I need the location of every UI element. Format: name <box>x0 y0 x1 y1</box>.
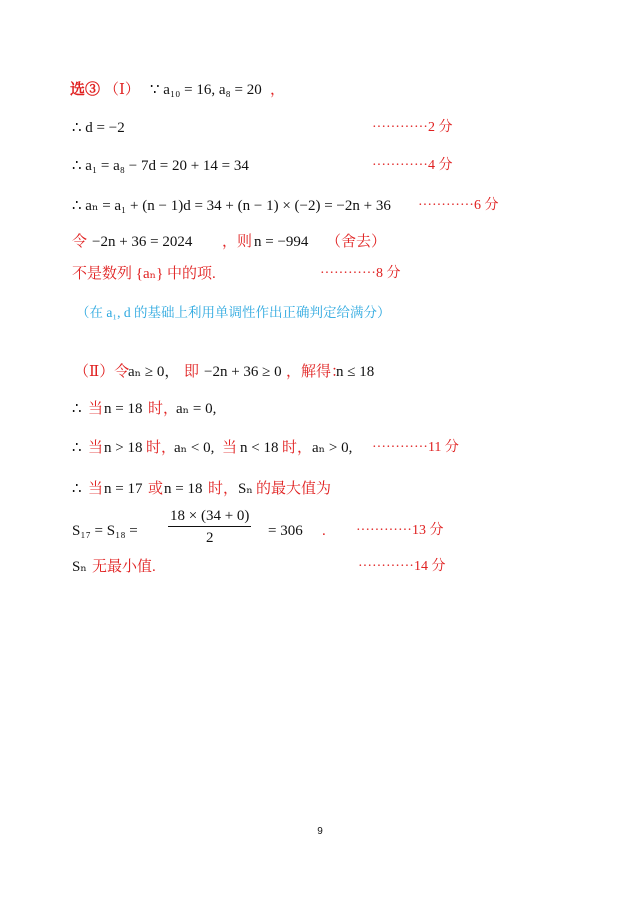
an-geq0: aₙ ≥ 0， <box>128 364 180 380</box>
n-eq18-b: n = 18 <box>164 481 203 497</box>
n-neg994: n = −994 <box>254 234 309 250</box>
score-2: ············2 分 <box>372 120 453 135</box>
score-11: ············11 分 <box>372 440 459 455</box>
score-13: ············13 分 <box>356 523 444 538</box>
therefore-3: ∴ <box>72 481 82 497</box>
dang-4: 当 <box>88 481 104 497</box>
score-8: ············8 分 <box>320 266 401 281</box>
not-term-text: 不是数列 {aₙ} 中的项. <box>72 266 216 282</box>
score-6: ············6 分 <box>418 198 499 213</box>
s17-s18: S₁₇ = S₁₈ = <box>72 523 138 539</box>
fraction-numerator: 18 × (34 + 0) <box>168 506 251 527</box>
score-4: ············4 分 <box>372 158 453 173</box>
ji-text: 即 <box>184 364 200 380</box>
discard-text: （舍去） <box>326 234 387 250</box>
score-14: ············14 分 <box>358 559 446 574</box>
option-label: 选③ <box>70 82 101 98</box>
ineq: −2n + 36 ≥ 0 <box>204 364 282 380</box>
an-math: ∴ aₙ = a₁ + (n − 1)d = 34 + (n − 1) × (−2) = −2n + 36 <box>72 198 391 214</box>
n-eq17: n = 17 <box>104 481 143 497</box>
a1-math: ∴ a₁ = a₈ − 7d = 20 + 14 = 34 <box>72 158 249 174</box>
n-leq18: n ≤ 18 <box>336 364 375 380</box>
ling-text: 令 <box>72 234 88 250</box>
part-label-1: （Ⅰ） <box>104 82 140 98</box>
solve-text: ，解得： <box>286 364 347 380</box>
therefore-2: ∴ <box>72 440 82 456</box>
dang-1: 当 <box>88 401 104 417</box>
an-gt0: aₙ > 0, <box>312 440 353 456</box>
eq-2024: −2n + 36 = 2024 <box>92 234 193 250</box>
eq-306: = 306 <box>268 523 303 539</box>
an-eq0: aₙ = 0, <box>176 401 217 417</box>
n-lt18: n < 18 <box>240 440 279 456</box>
n-eq18: n = 18 <box>104 401 143 417</box>
period: . <box>322 523 326 539</box>
an-lt0: aₙ < 0, <box>174 440 215 456</box>
max-text: 的最大值为 <box>256 481 332 497</box>
therefore-1: ∴ <box>72 401 82 417</box>
fraction <box>168 506 251 549</box>
part-label-2: （Ⅱ）令 <box>74 364 130 380</box>
shi-4: 时， <box>208 481 239 497</box>
fraction-denominator: 2 <box>205 530 214 546</box>
no-min-text: 无最小值. <box>92 559 156 575</box>
n-gt18: n > 18 <box>104 440 143 456</box>
Sn-1: Sₙ <box>238 481 253 497</box>
Sn-2: Sₙ <box>72 559 87 575</box>
d-math: ∴ d = −2 <box>72 120 125 136</box>
huo-text: 或 <box>148 481 164 497</box>
shi-2: 时， <box>146 440 177 456</box>
ze-text: ，则 <box>222 234 253 250</box>
page-number: 9 <box>317 826 323 837</box>
dang-2: 当 <box>88 440 104 456</box>
grading-note: （在 a₁, d 的基础上利用单调性作出正确判定给满分） <box>76 305 391 320</box>
given-end: ， <box>270 82 286 98</box>
given-math: ∵ a₁₀ = 16, a₈ = 20 <box>150 82 262 98</box>
dang-3: 当 <box>222 440 238 456</box>
shi-1: 时， <box>148 401 179 417</box>
shi-3: 时， <box>282 440 313 456</box>
